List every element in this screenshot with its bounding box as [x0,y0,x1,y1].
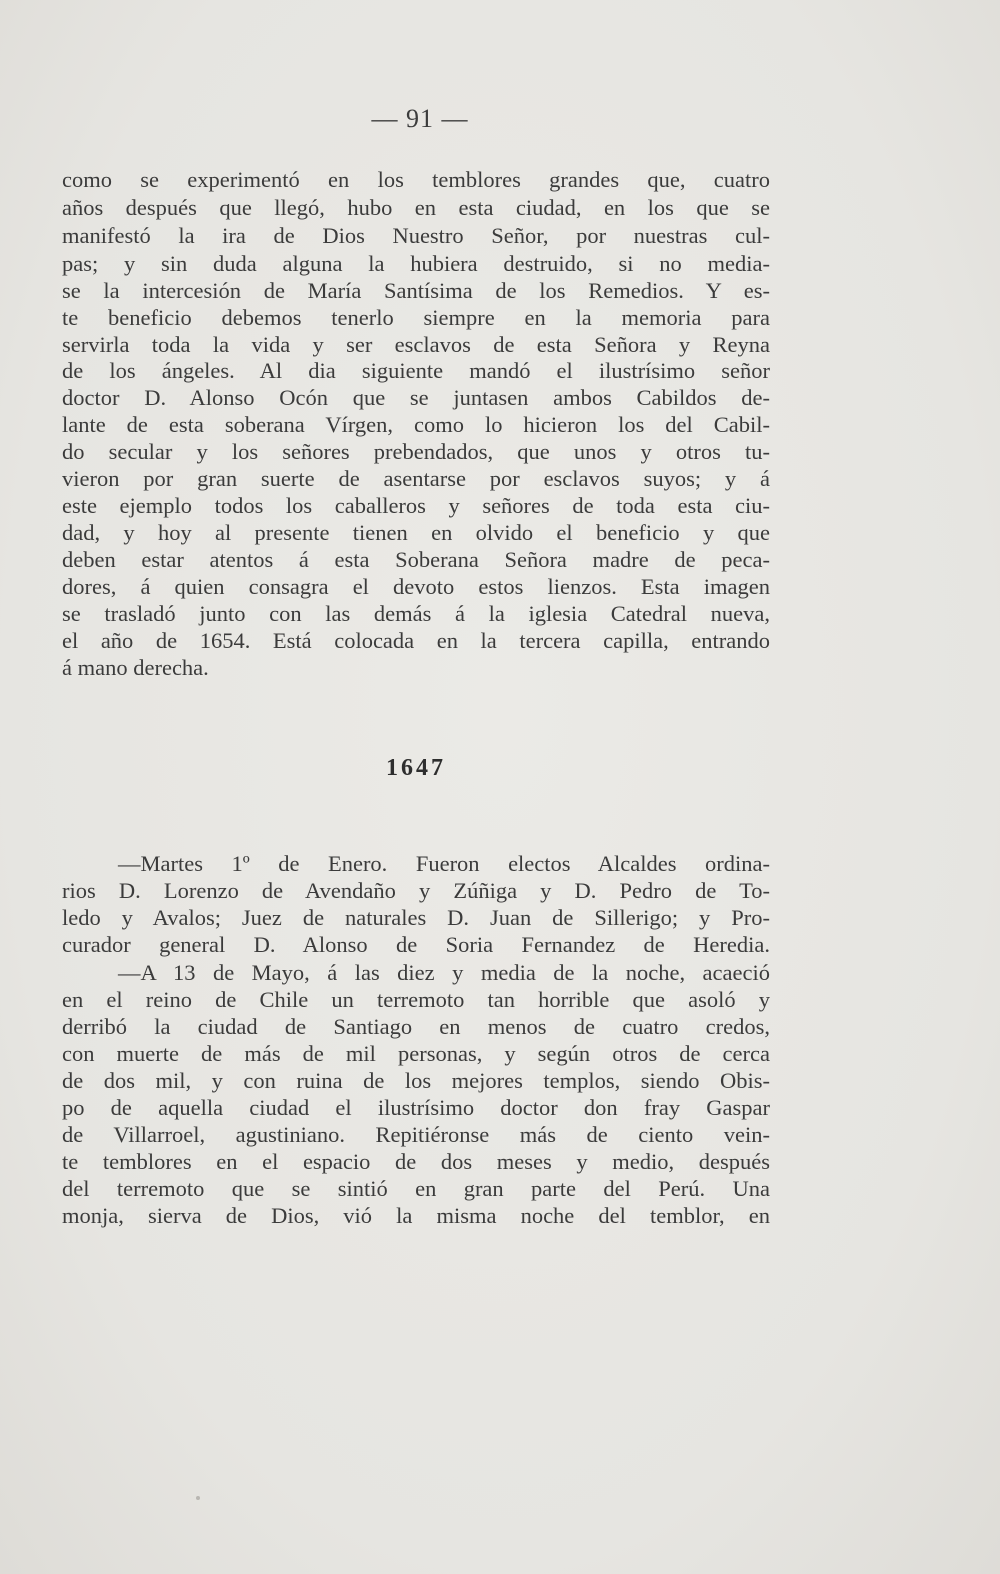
paragraph-2-line: rios D. Lorenzo de Avendaño y Zúñiga y D. Pedro de To- [62,878,770,903]
paragraph-3-line: del terremoto que se sintió en gran parte del Perú. Una [62,1176,770,1201]
paragraph-1-line: dores, á quien consagra el devoto estos lienzos. Esta imagen [62,574,770,599]
paragraph-1-line: vieron por gran suerte de asentarse por esclavos suyos; y á [62,466,770,491]
paragraph-3-line: derribó la ciudad de Santiago en menos de cuatro credos, [62,1014,770,1039]
paragraph-3-line: de Villarroel, agustiniano. Repitiéronse más de ciento vein- [62,1122,770,1147]
year-heading: 1647 [386,755,446,781]
paragraph-3-line: —A 13 de Mayo, á las diez y media de la noche, acaeció [118,960,770,985]
paragraph-1-line: pas; y sin duda alguna la hubiera destruido, si no media- [62,251,770,276]
paragraph-1-line: se trasladó junto con las demás á la iglesia Catedral nueva, [62,601,770,626]
paper-speck [196,1496,200,1500]
paragraph-3-line: te temblores en el espacio de dos meses y medio, después [62,1149,770,1174]
paragraph-1-line: á mano derecha. [62,655,209,680]
paragraph-2-line: ledo y Avalos; Juez de naturales D. Juan de Sillerigo; y Pro- [62,905,770,930]
paragraph-3-line: con muerte de más de mil personas, y según otros de cerca [62,1041,770,1066]
paragraph-3-line: en el reino de Chile un terremoto tan horrible que asoló y [62,987,770,1012]
paragraph-1-line: el año de 1654. Está colocada en la tercera capilla, entrando [62,628,770,653]
paragraph-2-line: —Martes 1º de Enero. Fueron electos Alcaldes ordina- [118,851,770,876]
paragraph-3-line: po de aquella ciudad el ilustrísimo doctor don fray Gaspar [62,1095,770,1120]
paragraph-2-line: curador general D. Alonso de Soria Fernandez de Heredia. [62,932,770,957]
paragraph-1-line: te beneficio debemos tenerlo siempre en la memoria para [62,305,770,330]
page-number: — 91 — [371,104,469,133]
paragraph-1-line: doctor D. Alonso Ocón que se juntasen ambos Cabildos de- [62,385,770,410]
paragraph-3-line: monja, sierva de Dios, vió la misma noche del temblor, en [62,1203,770,1228]
paragraph-1-line: deben estar atentos á esta Soberana Señora madre de peca- [62,547,770,572]
paragraph-1-line: como se experimentó en los temblores grandes que, cuatro [62,167,770,192]
paragraph-1-line: servirla toda la vida y ser esclavos de esta Señora y Reyna [62,332,770,357]
paragraph-1-line: do secular y los señores prebendados, que unos y otros tu- [62,439,770,464]
paragraph-1-line: años después que llegó, hubo en esta ciudad, en los que se [62,195,770,220]
paragraph-1-line: lante de esta soberana Vírgen, como lo hicieron los del Cabil- [62,412,770,437]
paragraph-1-line: este ejemplo todos los caballeros y señores de toda esta ciu- [62,493,770,518]
paragraph-1-line: dad, y hoy al presente tienen en olvido el beneficio y que [62,520,770,545]
paragraph-1-line: manifestó la ira de Dios Nuestro Señor, por nuestras cul- [62,223,770,248]
paragraph-1-line: se la intercesión de María Santísima de los Remedios. Y es- [62,278,770,303]
paragraph-1-line: de los ángeles. Al dia siguiente mandó el ilustrísimo señor [62,358,770,383]
paragraph-3-line: de dos mil, y con ruina de los mejores templos, siendo Obis- [62,1068,770,1093]
